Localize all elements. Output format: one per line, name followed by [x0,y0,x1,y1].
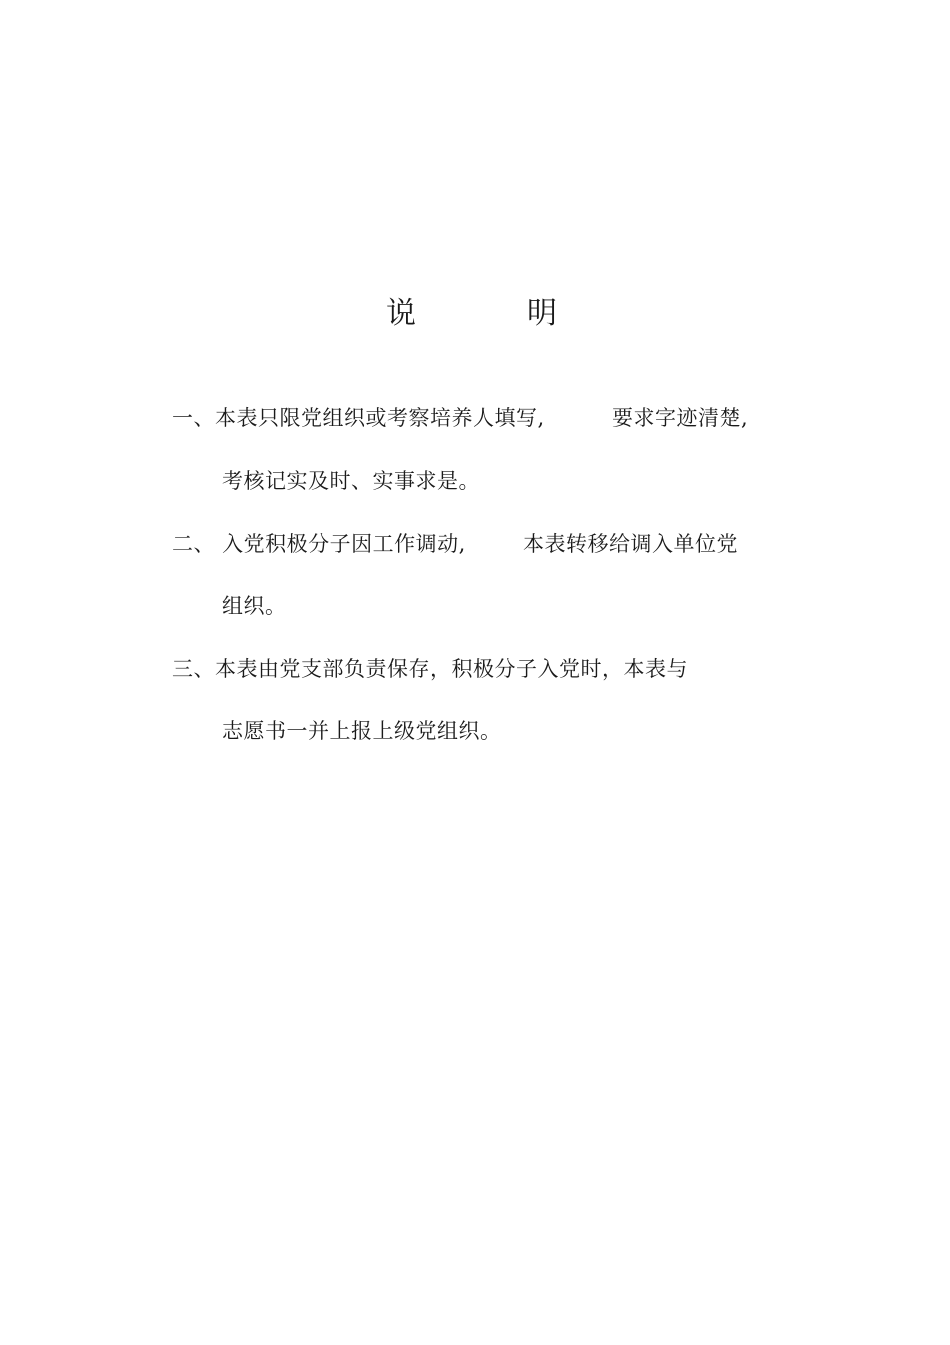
item-2-text-b: 本表转移给调入单位党 [523,532,738,556]
item-1-text-a: 一、本表只限党组织或考察培养人填写, [172,406,545,430]
page-title [0,292,950,336]
item-1-line-1 [172,403,792,433]
item-1-line-2: 考核记实及时、实事求是。 [222,469,480,493]
item-2-line-1 [172,529,792,559]
item-1-text-b: 要求字迹清楚, [612,406,749,430]
item-2-text-a: 二、 入党积极分子因工作调动, [172,532,466,556]
title-char-1: 说 [386,296,416,331]
item-2-line-2: 组织。 [222,594,287,618]
item-3-line-1: 三、本表由党支部负责保存，积极分子入党时，本表与 [172,657,688,681]
item-3-line-2: 志愿书一并上报上级党组织。 [222,719,502,743]
title-char-2: 明 [527,296,557,331]
